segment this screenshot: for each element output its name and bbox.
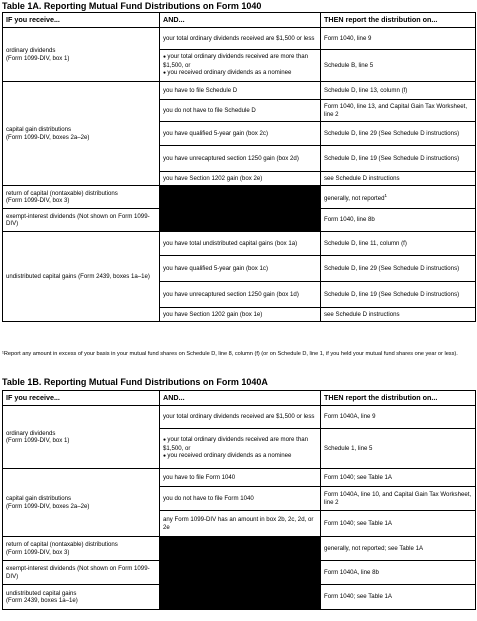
table-row [3,406,476,429]
income-type-label: ordinary dividends [6,429,56,437]
income-type-label: return of capital (nontaxable) distributions [6,541,118,549]
income-type-source: (Form 1099-DIV, box 3) [6,197,70,204]
report-cell: Schedule D, line 29 (See Schedule D instructions) [321,122,476,146]
report-cell: Form 1040A, line 8b [321,561,476,585]
table-1b-title: Table 1B. Reporting Mutual Fund Distributions on Form 1040A [2,377,268,387]
income-type-source: (Form 1099-DIV, boxes 2a–2e) [6,133,90,141]
report-cell: Form 1040, line 9 [321,28,476,50]
report-cell [321,186,476,209]
condition-cell: you have to file Schedule D [160,82,321,100]
condition-cell: any Form 1099-DIV has an amount in box 2b, 2c, 2d, or 2e [160,511,321,537]
bullet-item: ● you received ordinary dividends as a nominee [163,69,317,77]
column-header: AND... [160,391,321,406]
condition-cell: you have qualified 5-year gain (box 1c) [160,256,321,282]
report-cell: Form 1040, line 8b [321,209,476,232]
footnote-marker: 1 [384,192,388,198]
report-cell: Schedule D, line 11, column (f) [321,232,476,256]
report-cell: Form 1040A, line 10, and Capital Gain Tax Worksheet, line 2 [321,487,476,511]
report-cell: Form 1040; see Table 1A [321,585,476,610]
condition-cell: you do not have to file Form 1040 [160,487,321,511]
condition-cell: you do not have to file Schedule D [160,100,321,122]
condition-cell: your total ordinary dividends received are $1,500 or less [160,28,321,50]
condition-cell: you have to file Form 1040 [160,469,321,487]
table-header-row [3,391,476,406]
bullet-item: ● you received ordinary dividends as a nominee [163,452,317,460]
income-type-source: (Form 1099-DIV, boxes 2a–2e) [6,502,90,510]
table-row [3,469,476,487]
condition-cell: you have unrecaptured section 1250 gain (box 1d) [160,282,321,308]
table-row [3,186,476,209]
column-header: IF you receive... [3,391,160,406]
income-type-cell [3,82,160,186]
table-row [3,232,476,256]
report-cell: Form 1040A, line 9 [321,406,476,429]
income-type-label: capital gain distributions [6,495,72,503]
column-header: THEN report the distribution on... [321,13,476,28]
income-type-source: (Form 2439, boxes 1a–1e) [6,597,78,604]
condition-cell: you have qualified 5-year gain (box 2c) [160,122,321,146]
table-1b [2,390,476,610]
income-type-cell: exempt-interest dividends (Not shown on Form 1099-DIV) [3,561,160,585]
report-cell: Form 1040; see Table 1A [321,511,476,537]
income-type-cell [3,537,160,561]
income-type-cell: undistributed capital gains (Form 2439, boxes 1a–1e) [3,232,160,322]
income-type-source: (Form 1099-DIV, box 3) [6,548,70,556]
income-type-source: (Form 1099-DIV, box 1) [6,54,70,62]
report-cell: Schedule B, line 5 [321,50,476,82]
condition-cell: you have unrecaptured section 1250 gain (box 2d) [160,146,321,172]
report-cell: Form 1040; see Table 1A [321,469,476,487]
bullet-item: ● your total ordinary dividends received are more than $1,500, or [163,436,317,452]
income-type-label: capital gain distributions [6,126,72,134]
bullet-item: ● your total ordinary dividends received are more than $1,500, or [163,53,317,69]
condition-cell: you have Section 1202 gain (box 1e) [160,308,321,322]
report-cell: Schedule 1, line 5 [321,429,476,469]
table-1a-footnote: ¹Report any amount in excess of your basis in your mutual fund shares on Schedule D, line 8, column (f) (or on Schedule D, line 1, if you held your mutual fund shares one year or less). [2,351,458,357]
column-header: THEN report the distribution on... [321,391,476,406]
condition-cell [160,429,321,469]
condition-cell [160,50,321,82]
table-row [3,537,476,561]
income-type-label: undistributed capital gains [6,589,77,597]
report-cell: Schedule D, line 29 (See Schedule D instructions) [321,256,476,282]
income-type-cell [3,469,160,537]
report-cell: see Schedule D instructions [321,172,476,186]
income-type-label: return of capital (nontaxable) distributions [6,189,118,197]
table-row [3,28,476,50]
blacked-out-cell [160,537,321,610]
income-type-cell [3,585,160,610]
table-1a-title: Table 1A. Reporting Mutual Fund Distributions on Form 1040 [2,1,262,11]
report-cell: see Schedule D instructions [321,308,476,322]
condition-cell: your total ordinary dividends received are $1,500 or less [160,406,321,429]
column-header: IF you receive... [3,13,160,28]
column-header: AND... [160,13,321,28]
report-cell: generally, not reported; see Table 1A [321,537,476,561]
blacked-out-cell [160,186,321,232]
condition-cell: you have Section 1202 gain (box 2e) [160,172,321,186]
income-type-cell [3,28,160,82]
income-type-cell: exempt-interest dividends (Not shown on Form 1099-DIV) [3,209,160,232]
report-text: generally, not reported [324,194,385,202]
table-row [3,82,476,100]
income-type-cell [3,406,160,469]
income-type-label: ordinary dividends [6,47,56,55]
report-cell: Schedule D, line 13, column (f) [321,82,476,100]
report-cell: Schedule D, line 19 (See Schedule D instructions) [321,146,476,172]
report-cell: Form 1040, line 13, and Capital Gain Tax Worksheet, line 2 [321,100,476,122]
income-type-source: (Form 1099-DIV, box 1) [6,437,70,444]
table-1a [2,12,476,322]
income-type-cell [3,186,160,209]
condition-cell: you have total undistributed capital gains (box 1a) [160,232,321,256]
table-header-row [3,13,476,28]
report-cell: Schedule D, line 19 (See Schedule D instructions) [321,282,476,308]
